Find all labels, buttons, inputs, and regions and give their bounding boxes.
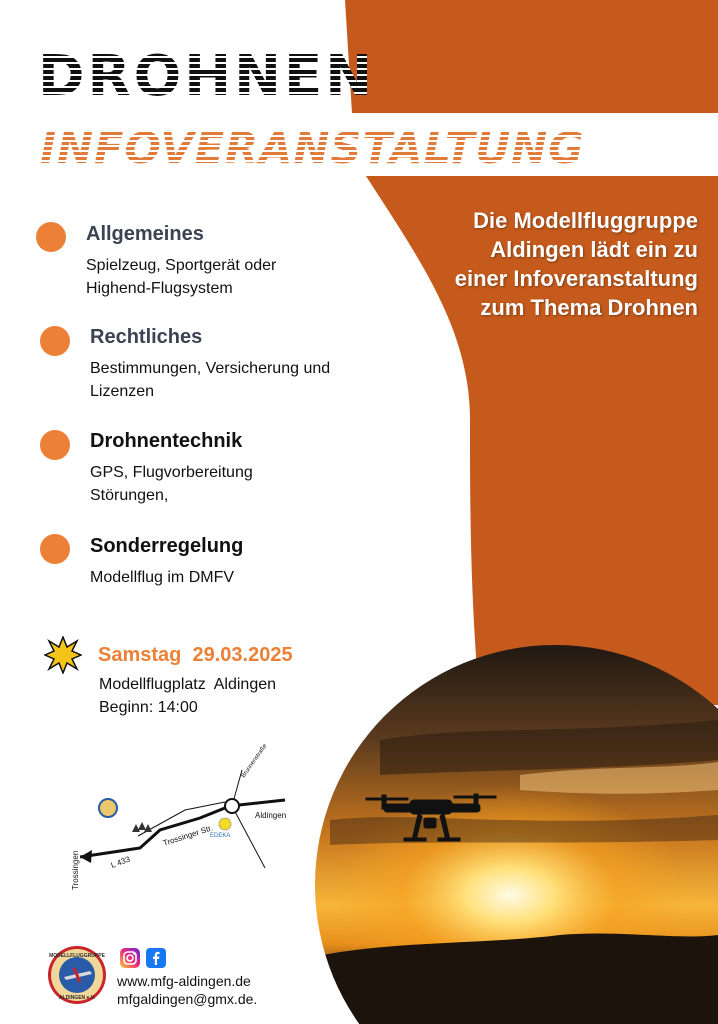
- logo-text-bottom: ALDINGEN e.V.: [59, 995, 95, 1001]
- topic-desc-sonderregelung: [90, 566, 234, 589]
- map-label-trossinger-str: Trossinger Str.: [161, 823, 214, 848]
- map-label-trossingen: Trossingen: [71, 850, 80, 890]
- map-label-edeka: EDEKA: [210, 833, 231, 839]
- topic-desc-allgemeines: [86, 254, 276, 300]
- title-sub: INFOVERANSTALTUNG: [40, 124, 585, 174]
- topic-desc-line: Störungen,: [90, 487, 169, 504]
- topic-desc-line: GPS, Flugvorbereitung: [90, 464, 253, 481]
- drone-icon: [362, 790, 502, 852]
- contact-email[interactable]: mfgaldingen@gmx.de.: [117, 991, 258, 1007]
- intro-line: Aldingen lädt ein zu: [490, 237, 698, 262]
- map-label-brunnenstrasse: Brunnenstraße: [240, 743, 269, 780]
- topic-desc-line: Lizenzen: [90, 383, 155, 400]
- topic-title-drohnentechnik: Drohnentechnik: [90, 430, 243, 452]
- topic-desc-line: Bestimmungen, Versicherung und: [90, 360, 331, 377]
- map-label-aldingen: Aldingen: [255, 811, 287, 820]
- map-logo-icon: [99, 799, 117, 817]
- intro-line: einer Infoveranstaltung: [454, 266, 698, 291]
- instagram-icon[interactable]: [120, 948, 140, 968]
- bullet-icon: [40, 534, 70, 564]
- title-main: DROHNEN: [38, 44, 376, 109]
- location-map: [60, 740, 310, 900]
- topic-desc-line: Spielzeug, Sportgerät oder: [86, 257, 277, 274]
- bullet-icon: [40, 430, 70, 460]
- bullet-icon: [40, 326, 70, 356]
- logo-text-top: MODELLFLUGGRUPPE: [49, 953, 105, 959]
- intro-line: zum Thema Drohnen: [480, 295, 698, 320]
- event-date: Samstag 29.03.2025: [98, 644, 293, 666]
- bullet-icon: [36, 222, 66, 252]
- topic-desc-rechtliches: [90, 357, 330, 403]
- contact-website[interactable]: www.mfg-aldingen.de: [117, 973, 251, 989]
- map-label-l433: L 433: [109, 854, 132, 870]
- topic-desc-line: Highend-Flugsystem: [86, 280, 233, 297]
- topic-desc-drohnentechnik: [90, 461, 253, 507]
- intro-line: Die Modellfluggruppe: [473, 208, 698, 233]
- club-logo-icon: [46, 944, 108, 1006]
- topic-title-allgemeines: Allgemeines: [86, 223, 204, 245]
- event-place: Modellflugplatz Aldingen: [99, 676, 277, 693]
- facebook-icon[interactable]: [146, 948, 166, 968]
- starburst-icon: [44, 636, 82, 674]
- topic-title-rechtliches: Rechtliches: [90, 326, 203, 348]
- topic-title-sonderregelung: Sonderregelung: [90, 535, 244, 557]
- event-start: Beginn: 14:00: [99, 699, 198, 716]
- tree-icon: [132, 822, 152, 832]
- intro-text: [398, 206, 698, 322]
- topic-desc-line: Modellflug im DMFV: [90, 569, 235, 586]
